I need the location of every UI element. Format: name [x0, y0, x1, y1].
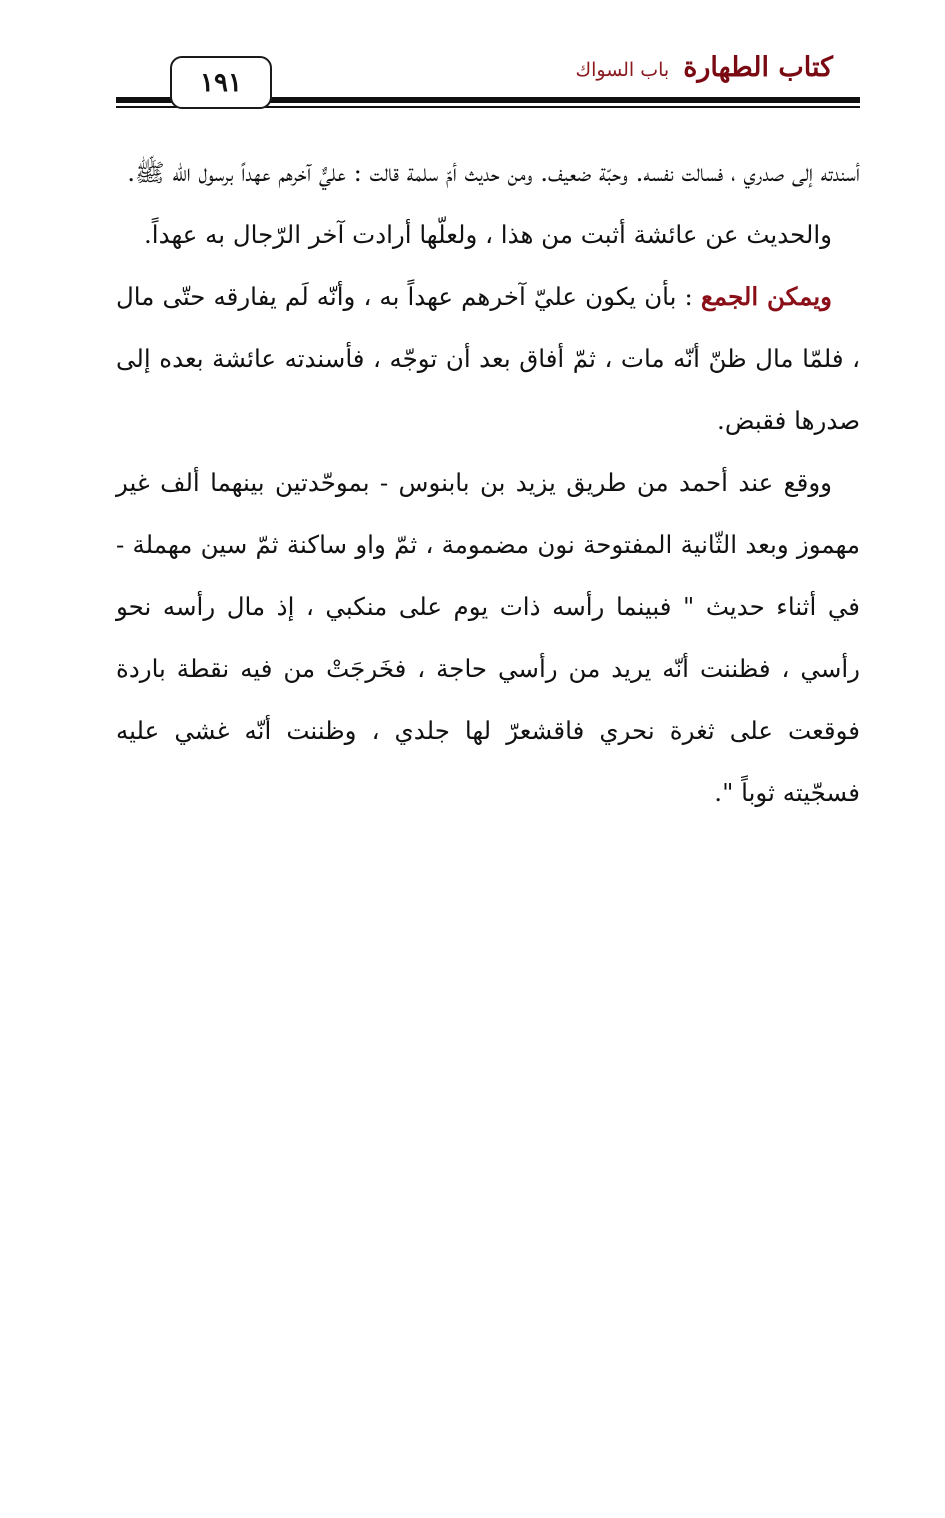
running-head [575, 52, 833, 83]
page-number: ١٩١ [170, 56, 272, 109]
paragraph-3-text: : بأن يكون عليّ آخرهم عهداً به ، وأنّه لَم يفارقه حتّى مال ، فلمّا مال ظنّ أنّه مات ، ثمّ أفاق بعد أن توجّه ، فأسندته عائشة بعده إلى صدرها فقبض. [116, 282, 860, 435]
page-header [0, 0, 945, 120]
page-body [116, 142, 860, 824]
paragraph-2: والحديث عن عائشة أثبت من هذا ، ولعلّها أرادت آخر الرّجال به عهداً. [143, 220, 832, 249]
chapter-title: باب السواك [575, 59, 670, 81]
section-heading-jam: ويمكن الجمع [700, 282, 832, 311]
paragraph-1: أسندته إلى صدري ، فسالت نفسه. وحبّة ضعيف. ومن حديث أمّ سلمة قالت : عليٌّ آخرهم عهداً برسول الله ﷺ. [127, 158, 860, 187]
book-title: كتاب الطهارة [683, 52, 833, 83]
paragraph-4: ووقع عند أحمد من طريق يزيد بن بابنوس - بموحّدتين بينهما ألف غير مهموز وبعد الثّانية المفتوحة نون مضمومة ، ثمّ واو ساكنة ثمّ سين مهملة - في أثناء حديث " فبينما رأسه ذات يوم على منكبي ، إذ مال رأسه نحو رأسي ، فظننت أنّه يريد من رأسي حاجة ، فخَرجَتْ من فيه نقطة باردة فوقعت على ثغرة نحري فاقشعرّ لها جلدي ، وظننت أنّه غشي عليه فسجّيته ثوباً ". [116, 468, 860, 807]
paragraph-3 [116, 266, 860, 452]
